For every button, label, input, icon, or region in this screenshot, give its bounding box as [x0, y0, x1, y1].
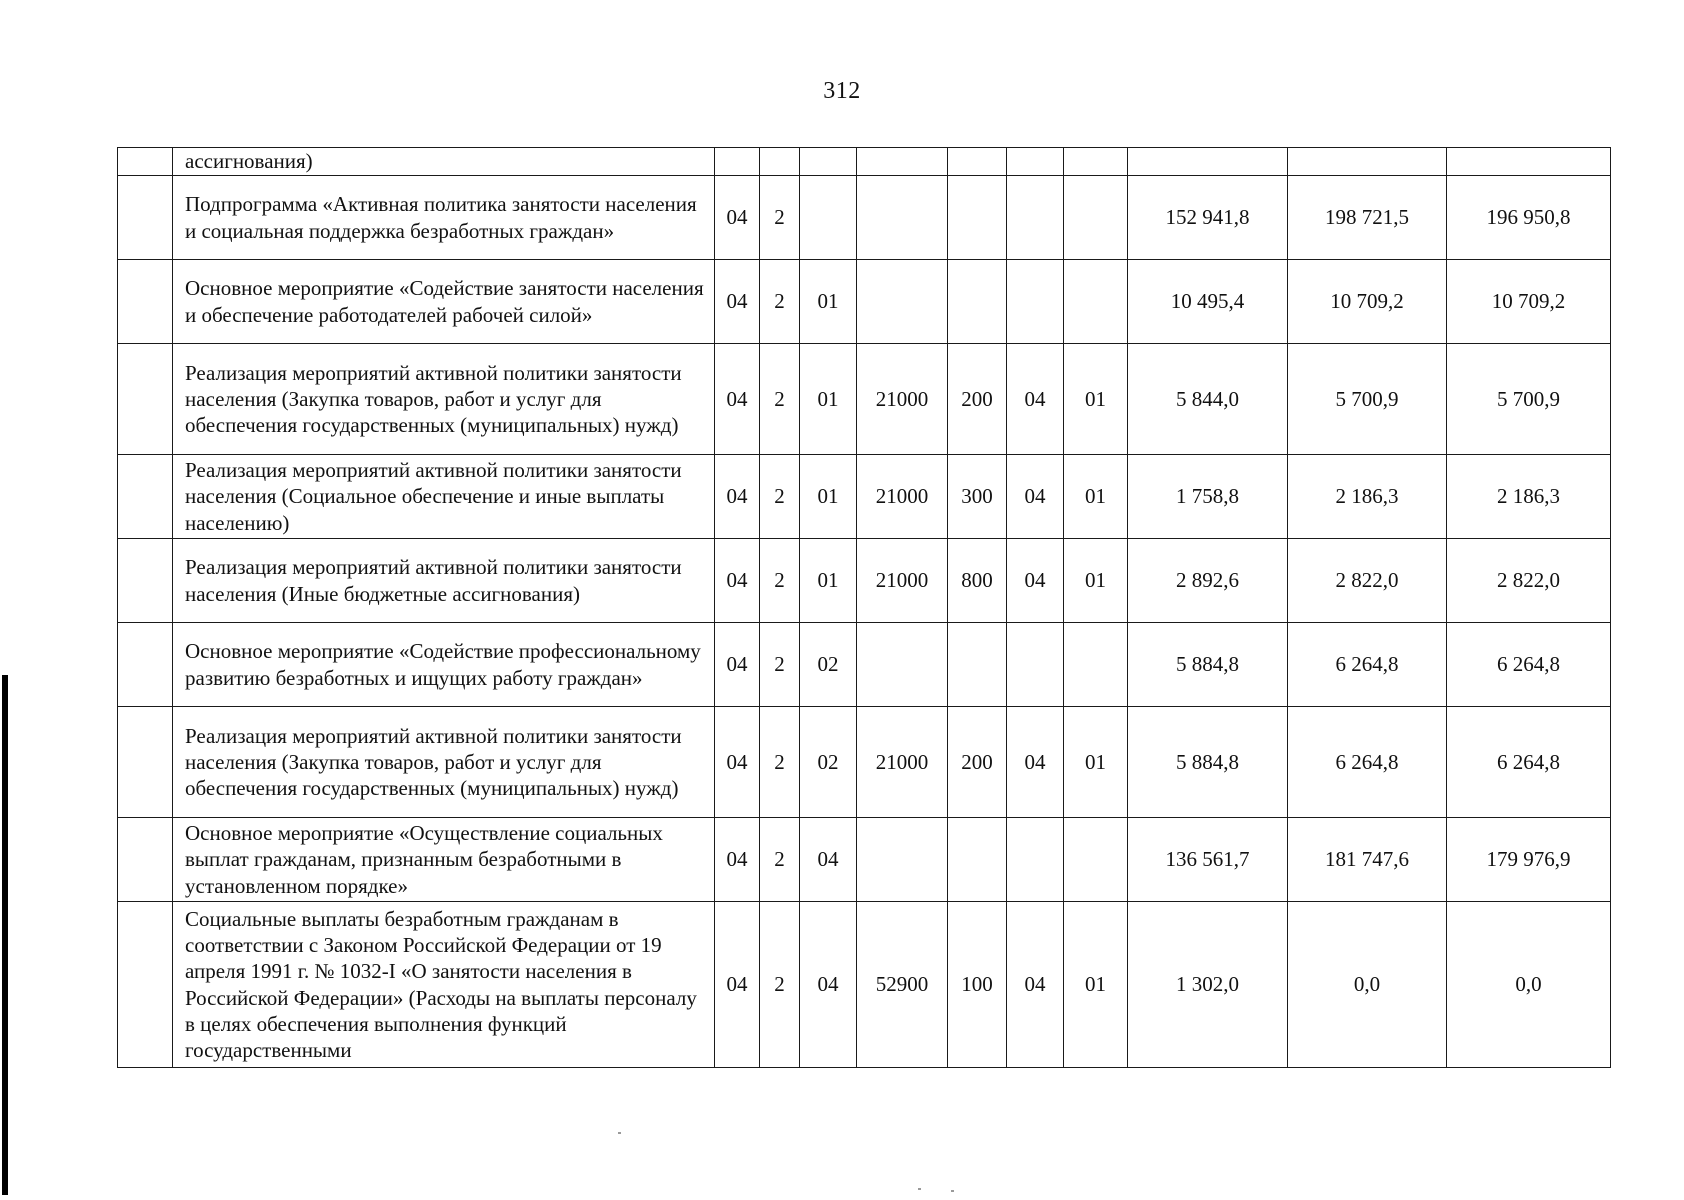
code-cell: 2 — [760, 623, 800, 707]
code-cell — [857, 818, 948, 902]
code-cell: 21000 — [857, 707, 948, 818]
code-cell: 04 — [715, 344, 760, 455]
code-cell: 2 — [760, 818, 800, 902]
code-cell: 02 — [800, 707, 857, 818]
code-cell: 04 — [800, 902, 857, 1068]
code-cell: 2 — [760, 539, 800, 623]
table-row — [118, 148, 1611, 176]
description-cell: Основное мероприятие «Содействие занятости населения и обеспечение работодателей рабочей силой» — [173, 260, 715, 344]
amount-cell: 196 950,8 — [1447, 176, 1611, 260]
code-cell: 01 — [1064, 902, 1128, 1068]
amount-cell: 2 822,0 — [1447, 539, 1611, 623]
amount-cell: 2 186,3 — [1447, 455, 1611, 539]
amount-cell: 136 561,7 — [1128, 818, 1288, 902]
code-cell — [857, 148, 948, 176]
amount-cell — [1447, 148, 1611, 176]
page-number: 312 — [823, 78, 861, 104]
row-number-cell — [118, 176, 173, 260]
table-row — [118, 623, 1611, 707]
table-body — [118, 148, 1611, 1068]
amount-cell — [1128, 148, 1288, 176]
table-row — [118, 260, 1611, 344]
budget-table — [117, 147, 1611, 1068]
code-cell: 01 — [800, 455, 857, 539]
description-cell: ассигнования) — [173, 148, 715, 176]
code-cell — [948, 818, 1007, 902]
code-cell — [760, 148, 800, 176]
amount-cell: 10 495,4 — [1128, 260, 1288, 344]
amount-cell: 6 264,8 — [1288, 623, 1447, 707]
amount-cell: 179 976,9 — [1447, 818, 1611, 902]
code-cell: 200 — [948, 344, 1007, 455]
code-cell — [948, 176, 1007, 260]
code-cell — [857, 260, 948, 344]
code-cell — [857, 176, 948, 260]
description-cell: Основное мероприятие «Осуществление социальных выплат гражданам, признанным безработными в установленном порядке» — [173, 818, 715, 902]
row-number-cell — [118, 707, 173, 818]
code-cell — [1007, 818, 1064, 902]
code-cell — [715, 148, 760, 176]
amount-cell: 152 941,8 — [1128, 176, 1288, 260]
table-row — [118, 344, 1611, 455]
code-cell: 04 — [715, 902, 760, 1068]
code-cell: 21000 — [857, 539, 948, 623]
row-number-cell — [118, 455, 173, 539]
code-cell: 04 — [715, 176, 760, 260]
code-cell: 01 — [1064, 455, 1128, 539]
table-row — [118, 707, 1611, 818]
table-row — [118, 176, 1611, 260]
code-cell — [800, 176, 857, 260]
row-number-cell — [118, 260, 173, 344]
code-cell: 01 — [800, 539, 857, 623]
code-cell: 04 — [1007, 344, 1064, 455]
code-cell: 02 — [800, 623, 857, 707]
description-cell: Подпрограмма «Активная политика занятости населения и социальная поддержка безработных граждан» — [173, 176, 715, 260]
code-cell — [800, 148, 857, 176]
amount-cell: 2 892,6 — [1128, 539, 1288, 623]
amount-cell: 181 747,6 — [1288, 818, 1447, 902]
amount-cell: 2 186,3 — [1288, 455, 1447, 539]
code-cell: 52900 — [857, 902, 948, 1068]
description-cell: Реализация мероприятий активной политики занятости населения (Иные бюджетные ассигнования) — [173, 539, 715, 623]
row-number-cell — [118, 623, 173, 707]
amount-cell: 5 884,8 — [1128, 623, 1288, 707]
row-number-cell — [118, 148, 173, 176]
code-cell: 21000 — [857, 455, 948, 539]
code-cell: 01 — [800, 344, 857, 455]
amount-cell: 0,0 — [1447, 902, 1611, 1068]
amount-cell: 10 709,2 — [1447, 260, 1611, 344]
code-cell: 800 — [948, 539, 1007, 623]
amount-cell: 5 700,9 — [1447, 344, 1611, 455]
code-cell: 04 — [715, 455, 760, 539]
code-cell: 2 — [760, 455, 800, 539]
amount-cell: 6 264,8 — [1447, 707, 1611, 818]
table-row — [118, 818, 1611, 902]
code-cell: 04 — [800, 818, 857, 902]
code-cell — [1064, 260, 1128, 344]
code-cell: 04 — [715, 818, 760, 902]
code-cell — [948, 260, 1007, 344]
scan-speck — [951, 1190, 954, 1192]
code-cell: 04 — [1007, 902, 1064, 1068]
code-cell: 2 — [760, 344, 800, 455]
code-cell: 2 — [760, 176, 800, 260]
table-row — [118, 539, 1611, 623]
amount-cell: 0,0 — [1288, 902, 1447, 1068]
description-cell: Основное мероприятие «Содействие профессиональному развитию безработных и ищущих работу граждан» — [173, 623, 715, 707]
amount-cell: 1 758,8 — [1128, 455, 1288, 539]
row-number-cell — [118, 902, 173, 1068]
code-cell — [1007, 148, 1064, 176]
code-cell — [948, 623, 1007, 707]
code-cell: 01 — [1064, 707, 1128, 818]
scan-speck — [618, 1132, 621, 1134]
code-cell: 100 — [948, 902, 1007, 1068]
description-cell: Реализация мероприятий активной политики занятости населения (Социальное обеспечение и иные выплаты населению) — [173, 455, 715, 539]
amount-cell: 198 721,5 — [1288, 176, 1447, 260]
amount-cell: 10 709,2 — [1288, 260, 1447, 344]
amount-cell: 1 302,0 — [1128, 902, 1288, 1068]
amount-cell: 2 822,0 — [1288, 539, 1447, 623]
code-cell — [948, 148, 1007, 176]
code-cell: 01 — [800, 260, 857, 344]
row-number-cell — [118, 344, 173, 455]
code-cell: 2 — [760, 902, 800, 1068]
code-cell: 04 — [715, 623, 760, 707]
description-cell: Реализация мероприятий активной политики занятости населения (Закупка товаров, работ и услуг для обеспечения государственных (муниципальных) нужд) — [173, 707, 715, 818]
code-cell — [1064, 623, 1128, 707]
table-row — [118, 902, 1611, 1068]
code-cell: 2 — [760, 707, 800, 818]
code-cell: 04 — [715, 539, 760, 623]
code-cell: 21000 — [857, 344, 948, 455]
amount-cell: 5 700,9 — [1288, 344, 1447, 455]
row-number-cell — [118, 818, 173, 902]
scan-edge-bar — [2, 675, 8, 1195]
amount-cell: 5 884,8 — [1128, 707, 1288, 818]
amount-cell: 6 264,8 — [1288, 707, 1447, 818]
code-cell: 200 — [948, 707, 1007, 818]
code-cell: 04 — [1007, 539, 1064, 623]
amount-cell: 5 844,0 — [1128, 344, 1288, 455]
code-cell: 01 — [1064, 539, 1128, 623]
description-cell: Реализация мероприятий активной политики занятости населения (Закупка товаров, работ и услуг для обеспечения государственных (муниципальных) нужд) — [173, 344, 715, 455]
amount-cell: 6 264,8 — [1447, 623, 1611, 707]
code-cell — [1007, 176, 1064, 260]
amount-cell — [1288, 148, 1447, 176]
code-cell: 04 — [1007, 707, 1064, 818]
code-cell — [1007, 260, 1064, 344]
code-cell: 04 — [715, 260, 760, 344]
code-cell — [857, 623, 948, 707]
code-cell — [1064, 818, 1128, 902]
scan-speck — [918, 1188, 921, 1190]
row-number-cell — [118, 539, 173, 623]
code-cell: 04 — [1007, 455, 1064, 539]
code-cell — [1064, 148, 1128, 176]
code-cell: 2 — [760, 260, 800, 344]
code-cell — [1007, 623, 1064, 707]
code-cell — [1064, 176, 1128, 260]
table-row — [118, 455, 1611, 539]
code-cell: 300 — [948, 455, 1007, 539]
description-cell: Социальные выплаты безработным гражданам в соответствии с Законом Российской Федерации от 19 апреля 1991 г. № 1032-I «О занятости населения в Российской Федерации» (Расходы на выплаты персоналу в целях обеспечения выполнения функций государственными — [173, 902, 715, 1068]
code-cell: 01 — [1064, 344, 1128, 455]
code-cell: 04 — [715, 707, 760, 818]
